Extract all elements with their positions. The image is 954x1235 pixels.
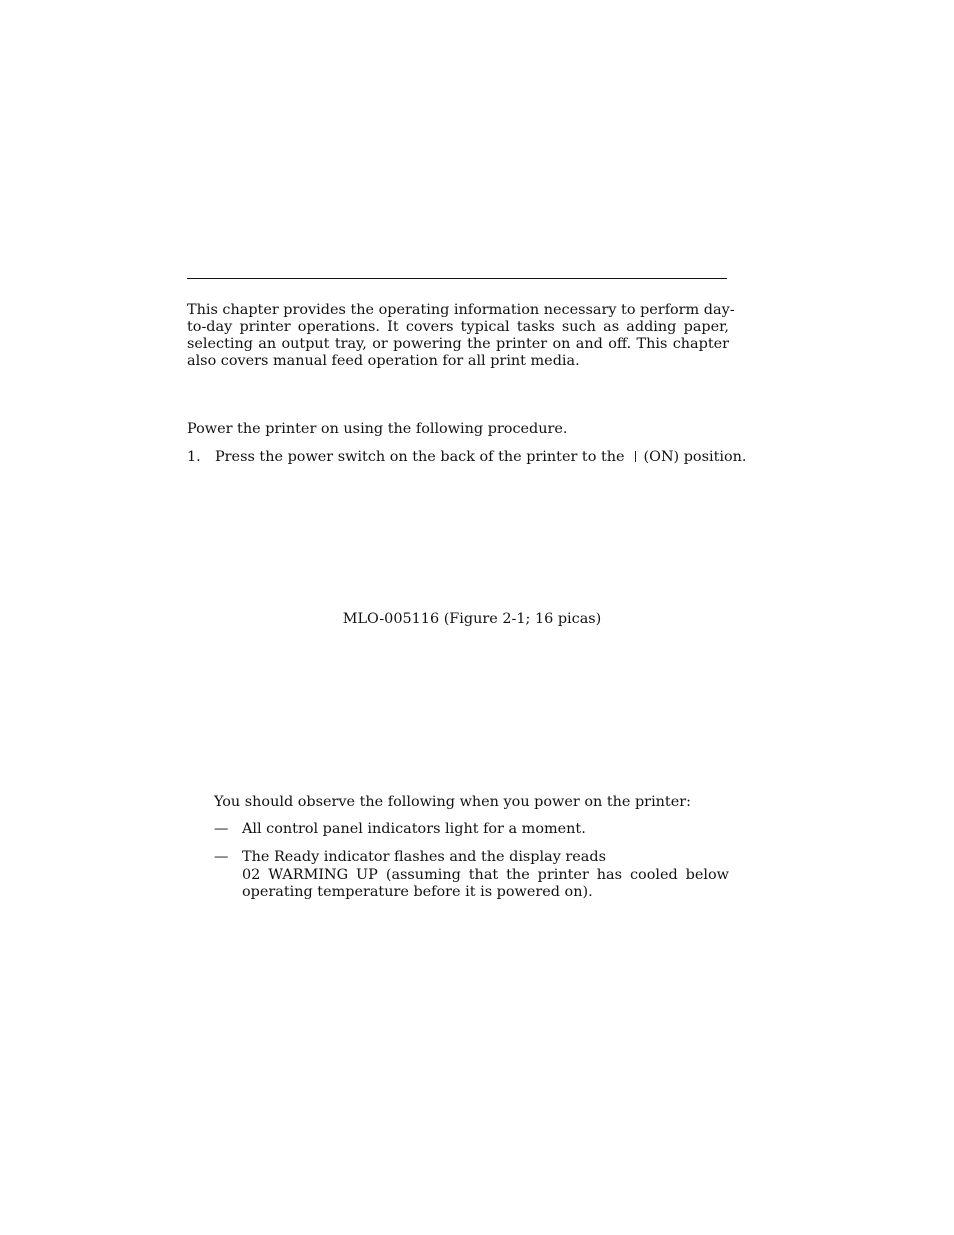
list-item-line: operating temperature before it is powered on).: [242, 884, 593, 900]
section-rule: [187, 278, 727, 279]
list-item-text: [242, 849, 729, 902]
step-number: 1.: [187, 449, 201, 465]
list-item-text: [242, 821, 729, 839]
step-text-after: (ON) position.: [643, 449, 747, 465]
step-text-before: Press the power switch on the back of the printer to the: [215, 449, 625, 465]
intro-line: also covers manual feed operation for all print media.: [187, 353, 580, 369]
power-on-intro: Power the printer on using the following procedure.: [187, 421, 568, 437]
observe-intro: You should observe the following when you power on the printer:: [214, 794, 691, 810]
dash-bullet: —: [214, 821, 229, 837]
chapter-intro-paragraph: [187, 302, 735, 370]
intro-line: to-day printer operations. It covers typical tasks such as adding paper,: [187, 319, 729, 335]
list-item-line: 02 WARMING UP (assuming that the printer has cooled below: [242, 866, 729, 883]
intro-line: This chapter provides the operating information necessary to perform day-: [187, 302, 735, 318]
power-on-symbol-icon: [635, 451, 636, 462]
intro-line: selecting an output tray, or powering the printer on and off. This chapter: [187, 336, 729, 352]
list-item-line: The Ready indicator flashes and the display reads: [242, 849, 606, 865]
dash-bullet: —: [214, 849, 229, 865]
step-text: [215, 449, 746, 466]
list-item-line: All control panel indicators light for a moment.: [242, 821, 586, 837]
figure-placeholder: MLO-005116 (Figure 2-1; 16 picas): [342, 611, 602, 627]
